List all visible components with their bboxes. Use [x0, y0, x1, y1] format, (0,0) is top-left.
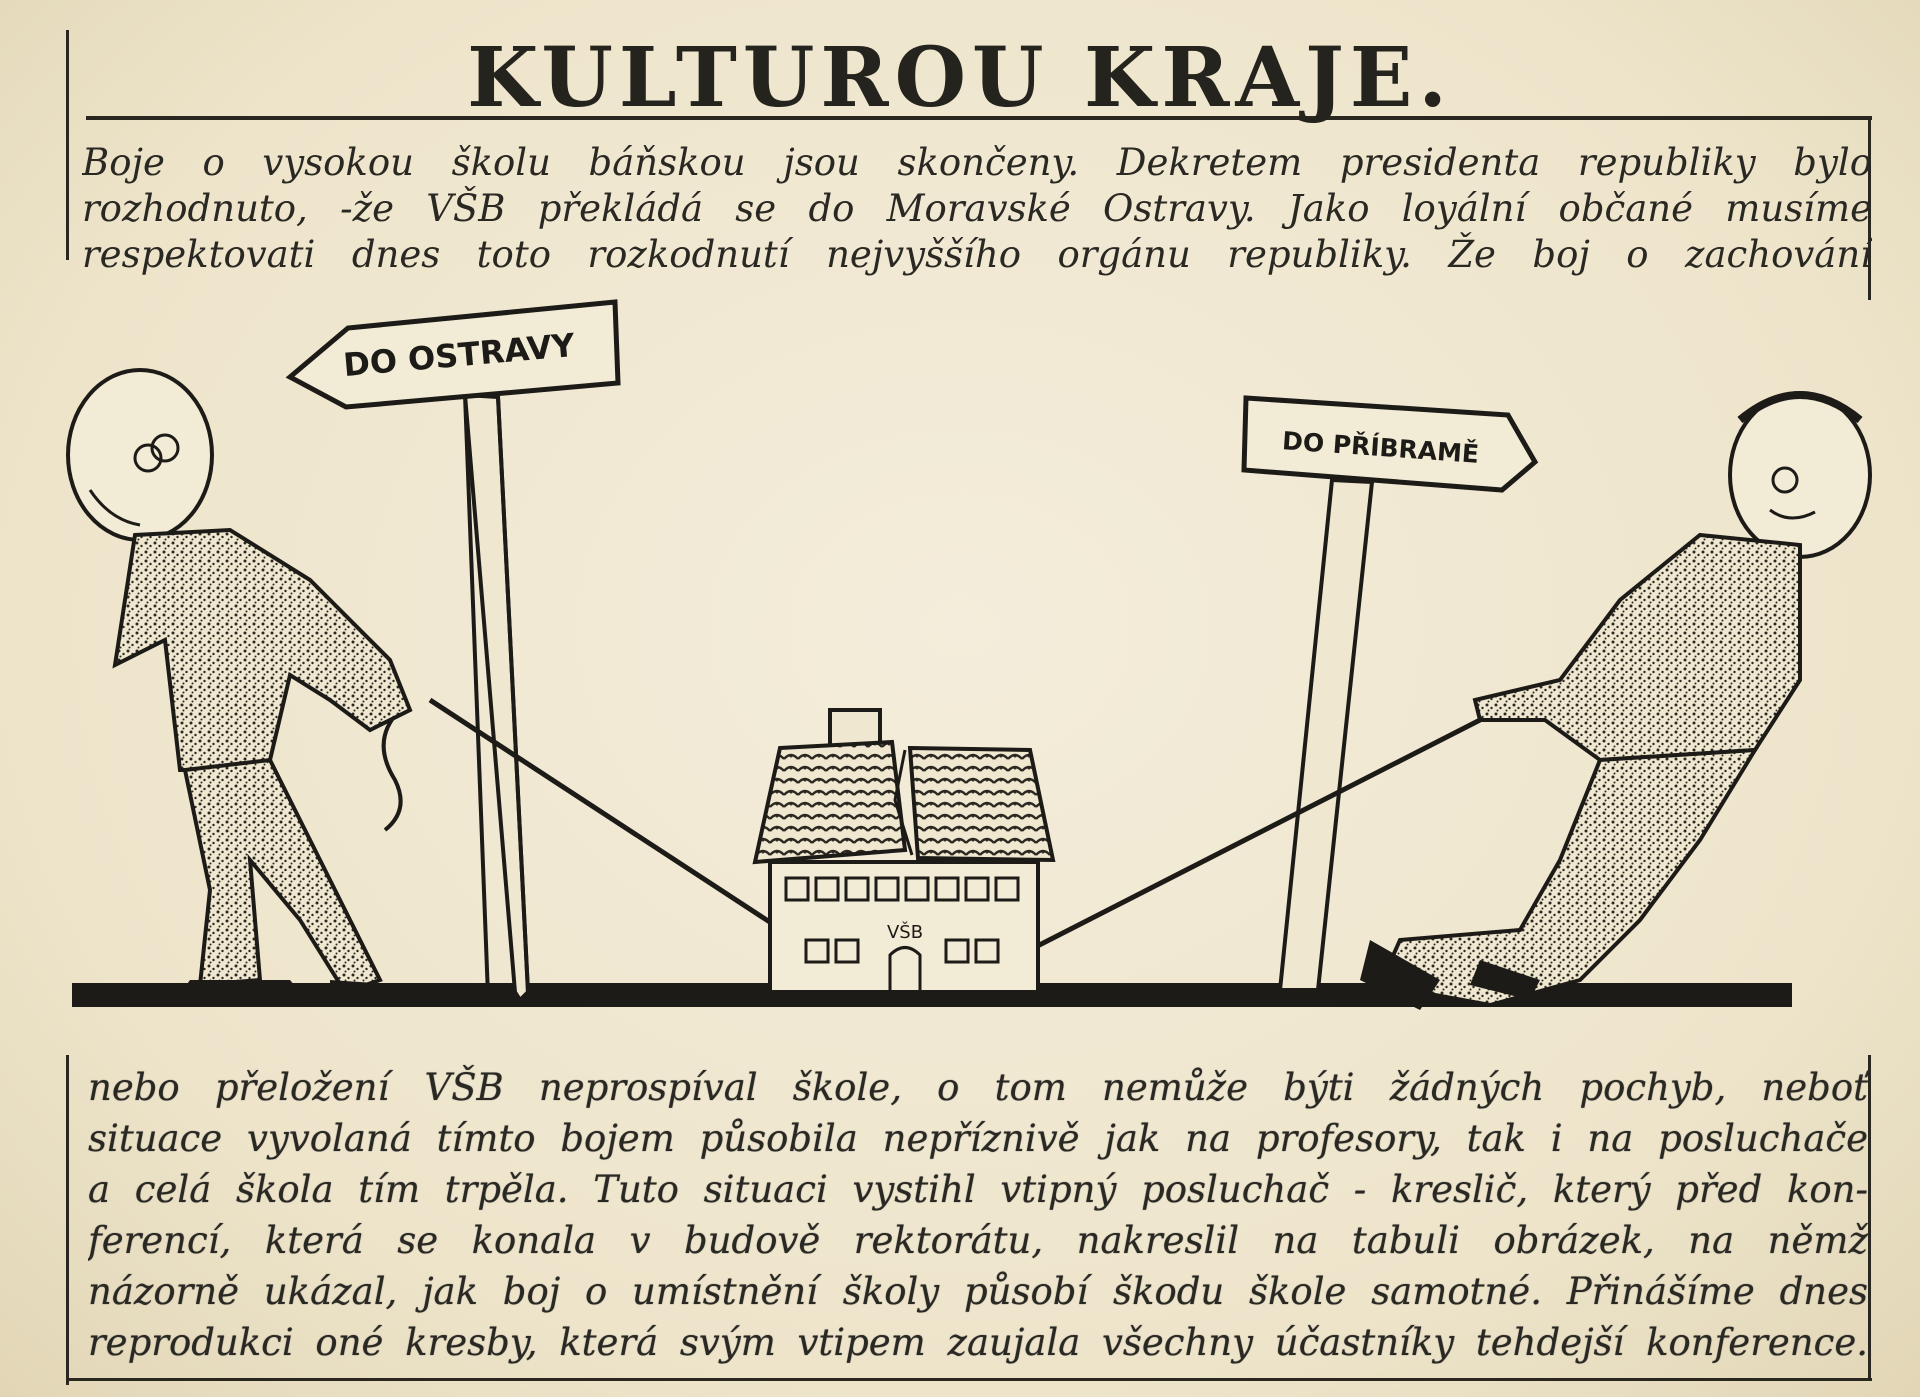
body-line: nebo přeložení VŠB neprospíval škole, o tom nemůže býti žádných pochyb, neboť [88, 1066, 1868, 1109]
page-title: KULTUROU KRAJE. [467, 30, 1453, 126]
intro-line: respektovati dnes toto rozkodnutí nejvyššího orgánu republiky. Že boj o zachování [82, 233, 1872, 276]
sign-right-label: DO PŘÍBRAMĚ [1281, 426, 1480, 469]
signpost-right [1244, 398, 1535, 990]
intro-paragraph [82, 140, 1872, 278]
left-man-pulling [68, 370, 450, 998]
rope-loose-end [384, 710, 401, 830]
rope-right [1010, 720, 1480, 960]
body-line: a celá škola tím trpěla. Tuto situaci vystihl vtipný posluchač - kreslič, který před kon- [88, 1168, 1868, 1211]
sign-left-label: DO OSTRAVY [341, 325, 577, 385]
cartoon-illustration [0, 280, 1920, 1040]
intro-line: rozhodnuto, -že VŠB překládá se do Moravské Ostravy. Jako loyální občané musíme [82, 187, 1872, 230]
bottom-left-border [66, 1055, 69, 1385]
body-line: situace vyvolaná tímto bojem působila nepříznivě jak na profesory, tak i na posluchače [88, 1117, 1868, 1160]
body-line: názorně ukázal, jak boj o umístnění školy působí škodu škole samotné. Přinášíme dnes [88, 1270, 1868, 1313]
vsb-building [755, 710, 1053, 992]
bottom-right-border [1868, 1055, 1871, 1381]
bottom-rule [66, 1378, 1872, 1381]
body-line: ferencí, která se konala v budově rektorátu, nakreslil na tabuli obrázek, na němž [88, 1219, 1868, 1262]
body-line: reprodukci oné kresby, která svým vtipem zaujala všechny účastníky tehdejší konference. [88, 1321, 1868, 1364]
building-label: VŠB [886, 922, 924, 943]
body-paragraph [88, 1062, 1868, 1368]
intro-line: Boje o vysokou školu báňskou jsou skončeny. Dekretem presidenta republiky bylo [82, 141, 1872, 184]
